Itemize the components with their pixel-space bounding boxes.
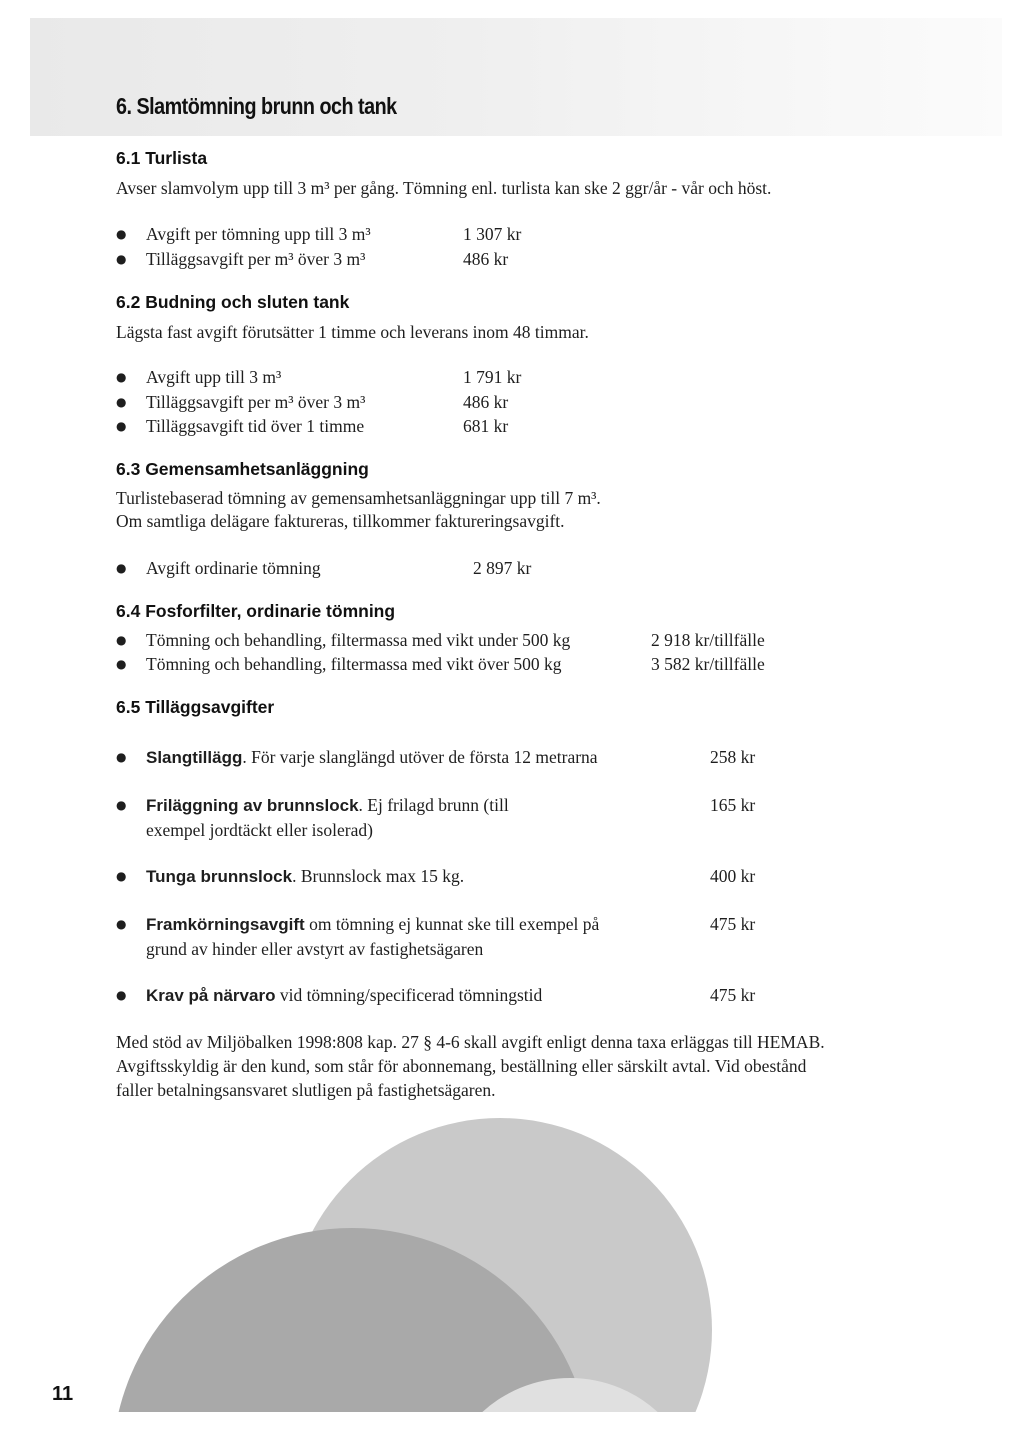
price-value: 2 897 kr [473, 558, 532, 578]
price-value: 681 kr [463, 416, 509, 436]
bullet-icon: ● [116, 370, 127, 384]
price-label: Tömning och behandling, filtermassa med vikt över 500 kg [146, 654, 562, 674]
price-value: 3 582 kr/tillfälle [651, 654, 765, 674]
page-number: 11 [52, 1383, 74, 1405]
fee-term: Tunga brunnslock [146, 867, 293, 886]
section-budning-intro: Lägsta fast avgift förutsätter 1 timme och leverans inom 48 timmar. [116, 322, 589, 342]
price-label: Tilläggsavgift per m³ över 3 m³ [146, 392, 366, 412]
section-fosforfilter-title: 6.4 Fosforfilter, ordinarie tömning [116, 601, 396, 621]
section-budning-title: 6.2 Budning och sluten tank [116, 292, 350, 312]
price-value: 165 kr [710, 795, 756, 815]
bullet-icon: ● [116, 633, 127, 647]
fee-term: Krav på närvaro [146, 986, 276, 1005]
price-value: 486 kr [463, 249, 509, 269]
fee-description: . För varje slanglängd utöver de första 12 metrarna [242, 747, 598, 767]
bullet-icon: ● [116, 750, 127, 764]
price-value: 475 kr [710, 914, 756, 934]
price-label: Tilläggsavgift tid över 1 timme [146, 416, 365, 436]
bullet-icon: ● [116, 419, 127, 433]
price-value: 2 918 kr/tillfälle [651, 630, 765, 650]
fee-term: Framkörningsavgift [146, 915, 305, 934]
price-value: 400 kr [710, 866, 756, 886]
bullet-icon: ● [116, 917, 127, 931]
price-value: 1 791 kr [463, 367, 522, 387]
price-label: Avgift upp till 3 m³ [146, 367, 282, 387]
price-value: 475 kr [710, 985, 756, 1005]
price-label: Tilläggsavgift per m³ över 3 m³ [146, 249, 366, 269]
bullet-icon: ● [116, 988, 127, 1002]
bullet-icon: ● [116, 657, 127, 671]
page-heading: 6. Slamtömning brunn och tank [116, 93, 397, 119]
bullet-icon: ● [116, 869, 127, 883]
price-value: 258 kr [710, 747, 756, 767]
fee-description: . Brunnslock max 15 kg. [292, 866, 465, 886]
bullet-icon: ● [116, 798, 127, 812]
price-value: 486 kr [463, 392, 509, 412]
bullet-icon: ● [116, 561, 127, 575]
section-turlista-title: 6.1 Turlista [116, 148, 208, 168]
fee-description: vid tömning/specificerad tömningstid [275, 985, 543, 1005]
legal-text-line: faller betalningsansvaret slutligen på fastighetsägaren. [116, 1080, 496, 1100]
price-label: Tömning och behandling, filtermassa med vikt under 500 kg [146, 630, 571, 650]
section-tillaggsavgifter-title: 6.5 Tilläggsavgifter [116, 697, 275, 717]
section-gemensamhet-title: 6.3 Gemensamhetsanläggning [116, 459, 369, 479]
bullet-icon: ● [116, 395, 127, 409]
legal-text-line: Med stöd av Miljöbalken 1998:808 kap. 27 § 4-6 skall avgift enligt denna taxa erläggas till HEMAB. [116, 1032, 825, 1052]
price-label: Avgift per tömning upp till 3 m³ [146, 224, 371, 244]
fee-term: Slangtillägg [146, 748, 243, 767]
section-turlista-intro: Avser slamvolym upp till 3 m³ per gång. Tömning enl. turlista kan ske 2 ggr/år - vår och höst. [116, 178, 772, 198]
price-label: Avgift ordinarie tömning [146, 558, 321, 578]
legal-text-line: Avgiftsskyldig är den kund, som står för abonnemang, beställning eller särskilt avtal. Vid obestånd [116, 1056, 807, 1076]
section-gemensamhet-line2: Om samtliga delägare faktureras, tillkommer faktureringsavgift. [116, 511, 565, 531]
fee-description: . Ej frilagd brunn (till exempel jordtäckt eller isolerad) [146, 795, 509, 840]
bullet-icon: ● [116, 252, 127, 266]
fee-description: om tömning ej kunnat ske till exempel på grund av hinder eller avstyrt av fastighetsägaren [146, 914, 600, 959]
section-gemensamhet-line1: Turlistebaserad tömning av gemensamhetsanläggningar upp till 7 m³. [116, 488, 601, 508]
fee-term: Friläggning av brunnslock [146, 796, 359, 815]
price-value: 1 307 kr [463, 224, 522, 244]
bullet-icon: ● [116, 227, 127, 241]
